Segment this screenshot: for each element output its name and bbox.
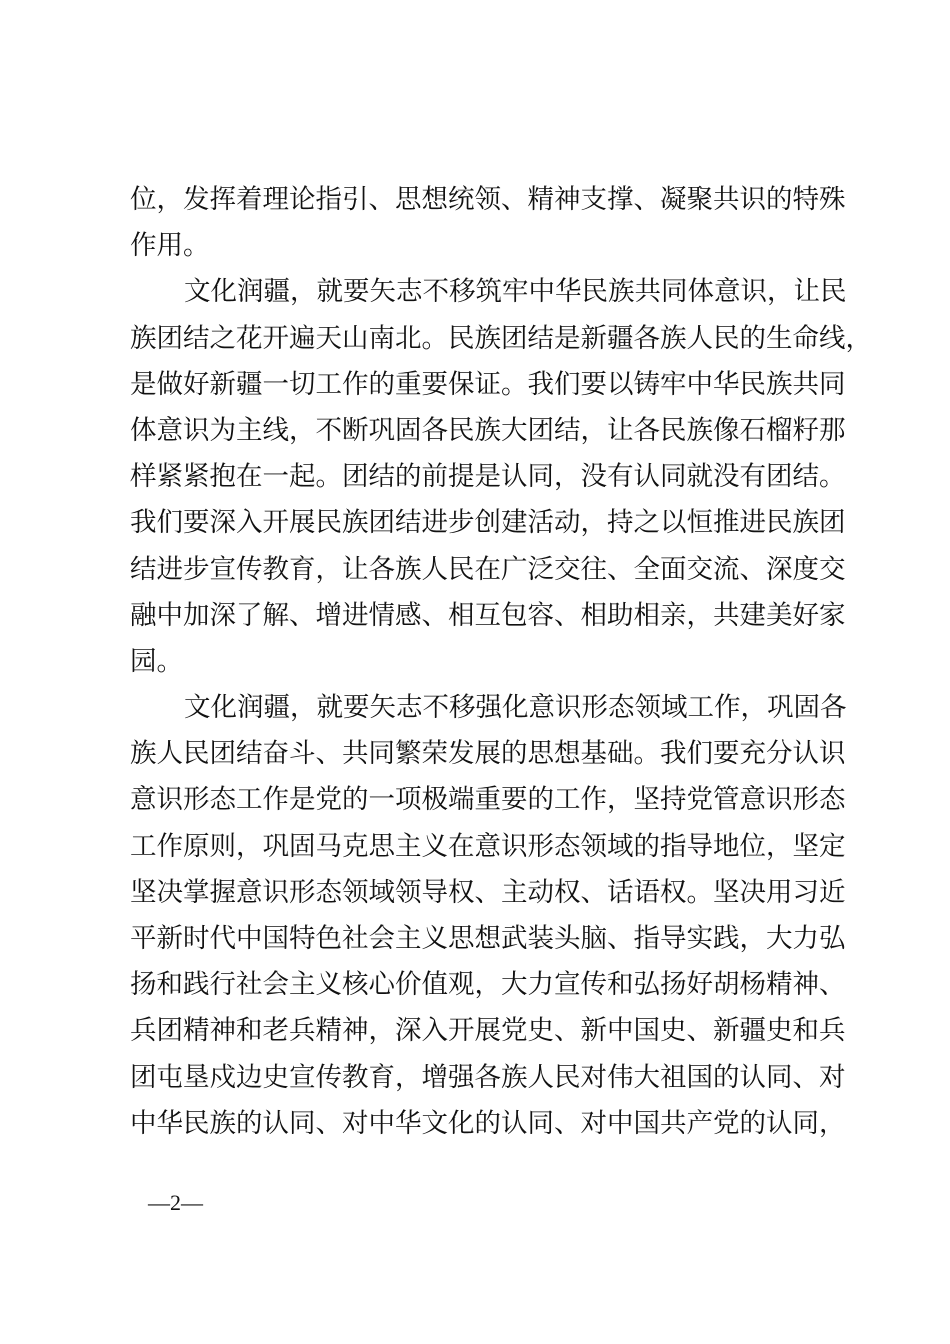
paragraph (130, 685, 847, 1147)
text-line: 文化润疆，就要矢志不移强化意识形态领域工作，巩固各 (184, 692, 847, 724)
text-line: 族人民团结奋斗、共同繁荣发展的思想基础。我们要充分认识 (130, 738, 846, 770)
paragraph (130, 269, 872, 685)
page-number: —2— (148, 1190, 203, 1215)
text-line: 族团结之花开遍天山南北。民族团结是新疆各族人民的生命线， (130, 322, 872, 354)
text-line: 扬和践行社会主义核心价值观，大力宣传和弘扬好胡杨精神、 (130, 969, 846, 1001)
text-line: 园。 (130, 645, 183, 677)
text-line: 工作原则，巩固马克思主义在意识形态领域的指导地位，坚定 (130, 830, 846, 862)
document-body (130, 177, 872, 1147)
text-line: 作用。 (130, 230, 210, 262)
text-line: 兵团精神和老兵精神，深入开展党史、新中国史、新疆史和兵 (130, 1015, 846, 1047)
text-line: 位，发挥着理论指引、思想统领、精神支撑、凝聚共识的特殊 (130, 184, 846, 215)
paragraph (130, 177, 846, 269)
text-line: 是做好新疆一切工作的重要保证。我们要以铸牢中华民族共同 (130, 368, 846, 400)
text-line: 样紧紧抱在一起。团结的前提是认同，没有认同就没有团结。 (130, 461, 846, 493)
text-line: 体意识为主线，不断巩固各民族大团结，让各民族像石榴籽那 (130, 414, 846, 446)
text-line: 文化润疆，就要矢志不移筑牢中华民族共同体意识，让民 (184, 276, 847, 308)
text-line: 坚决掌握意识形态领域领导权、主动权、话语权。坚决用习近 (130, 876, 846, 908)
text-line: 意识形态工作是党的一项极端重要的工作，坚持党管意识形态 (130, 784, 846, 816)
text-line: 团屯垦戍边史宣传教育，增强各族人民对伟大祖国的认同、对 (130, 1061, 846, 1093)
text-line: 融中加深了解、增进情感、相互包容、相助相亲，共建美好家 (130, 599, 846, 631)
text-line: 我们要深入开展民族团结进步创建活动，持之以恒推进民族团 (130, 507, 846, 539)
text-line: 中华民族的认同、对中华文化的认同、对中国共产党的认同， (130, 1107, 846, 1139)
text-line: 结进步宣传教育，让各族人民在广泛交往、全面交流、深度交 (130, 553, 846, 585)
text-line: 平新时代中国特色社会主义思想武装头脑、指导实践，大力弘 (130, 923, 846, 954)
